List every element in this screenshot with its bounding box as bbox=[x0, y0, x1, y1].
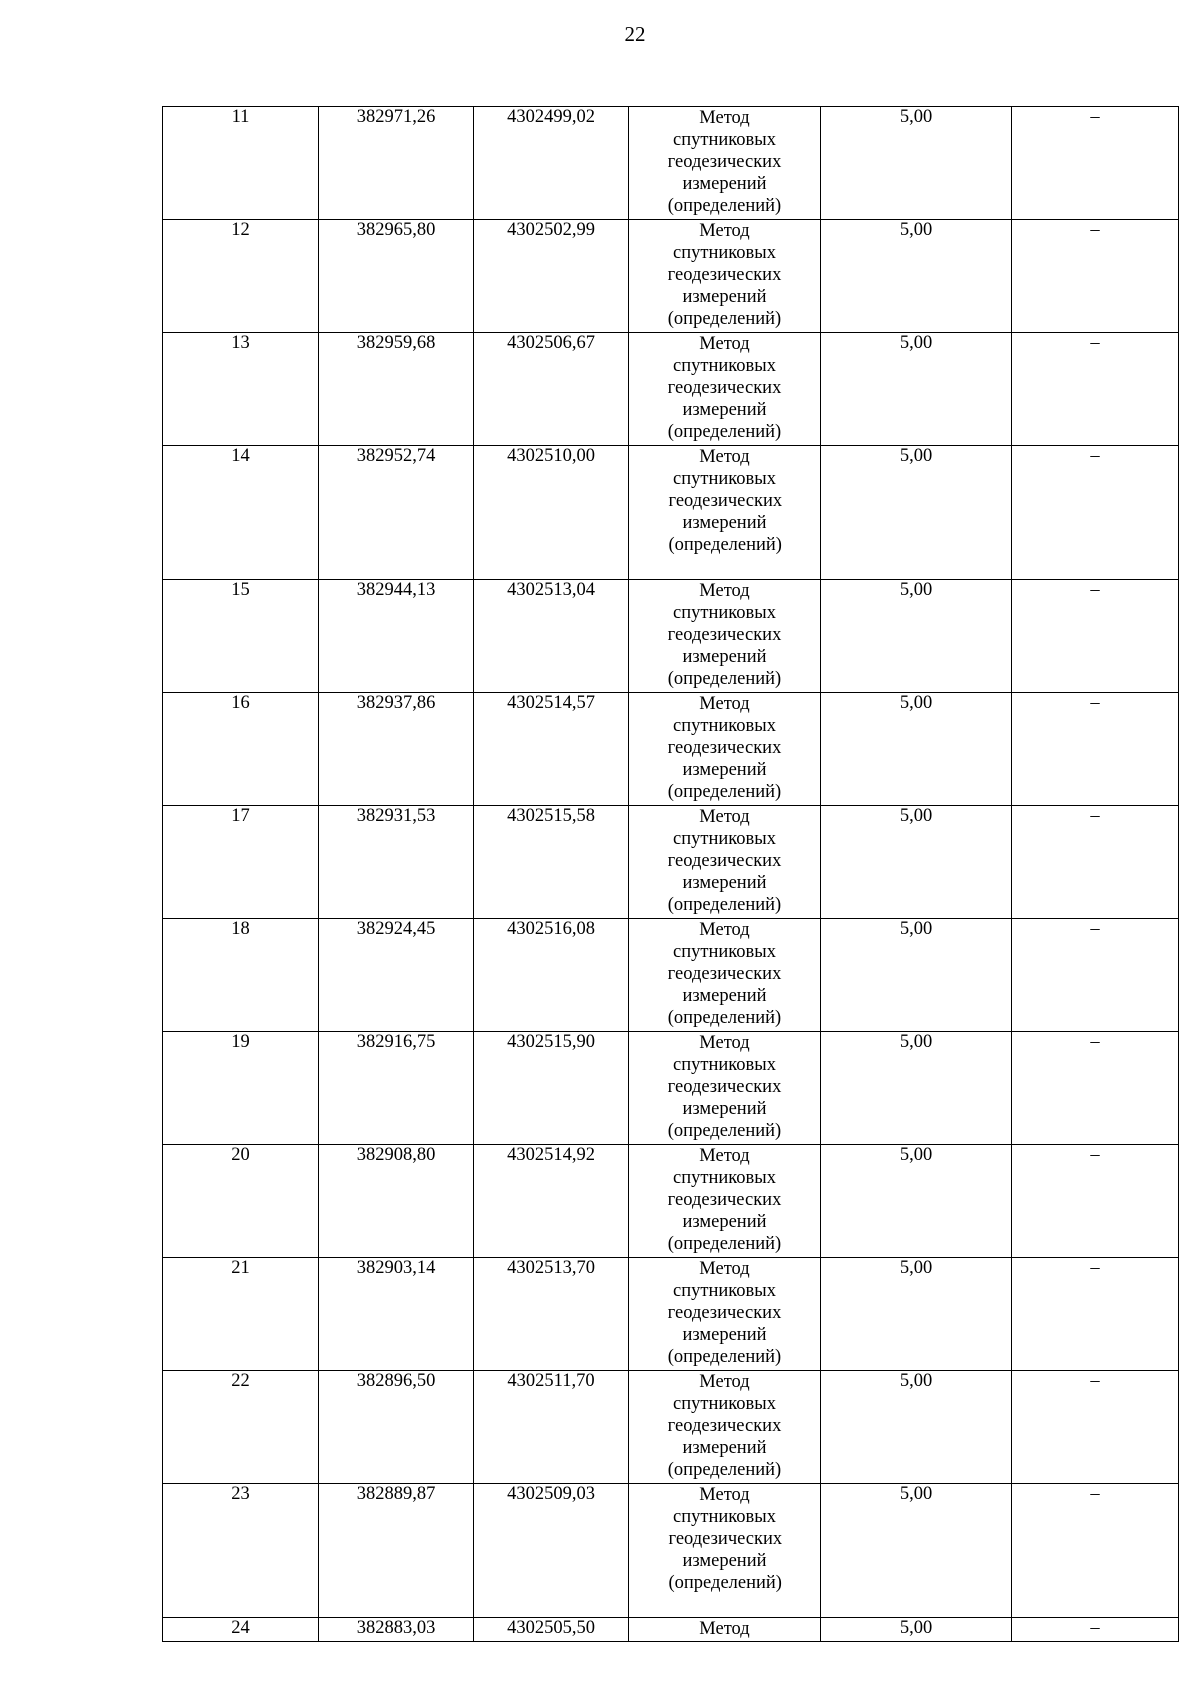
note-cell: – bbox=[1012, 580, 1179, 693]
accuracy-cell: 5,00 bbox=[821, 1484, 1012, 1618]
note-cell: – bbox=[1012, 333, 1179, 446]
table-row bbox=[163, 693, 1179, 806]
table-row bbox=[163, 333, 1179, 446]
point-number-cell: 15 bbox=[163, 580, 319, 693]
note-cell: – bbox=[1012, 1618, 1179, 1642]
note-cell: – bbox=[1012, 1145, 1179, 1258]
table-row bbox=[163, 1371, 1179, 1484]
accuracy-cell: 5,00 bbox=[821, 806, 1012, 919]
x-coordinate-cell: 382971,26 bbox=[319, 107, 474, 220]
page-number: 22 bbox=[624, 22, 646, 46]
method-cell bbox=[629, 1484, 821, 1618]
method-text: Метод спутниковых геодезических измерений (определений) bbox=[667, 807, 782, 915]
table-row bbox=[163, 1258, 1179, 1371]
method-text: Метод спутниковых геодезических измерений (определений) bbox=[667, 221, 782, 329]
y-coordinate-cell: 4302505,50 bbox=[474, 1618, 629, 1642]
method-text: Метод спутниковых геодезических измерений (определений) bbox=[668, 447, 783, 555]
note-cell: – bbox=[1012, 446, 1179, 580]
table-row bbox=[163, 1484, 1179, 1618]
x-coordinate-cell: 382924,45 bbox=[319, 919, 474, 1032]
point-number-cell: 24 bbox=[163, 1618, 319, 1642]
x-coordinate-cell: 382931,53 bbox=[319, 806, 474, 919]
y-coordinate-cell: 4302514,92 bbox=[474, 1145, 629, 1258]
method-cell bbox=[629, 693, 821, 806]
note-cell: – bbox=[1012, 107, 1179, 220]
table-row bbox=[163, 446, 1179, 580]
point-number-cell: 18 bbox=[163, 919, 319, 1032]
method-cell bbox=[629, 446, 821, 580]
y-coordinate-cell: 4302506,67 bbox=[474, 333, 629, 446]
table-row bbox=[163, 806, 1179, 919]
point-number-cell: 17 bbox=[163, 806, 319, 919]
accuracy-cell: 5,00 bbox=[821, 580, 1012, 693]
accuracy-cell: 5,00 bbox=[821, 107, 1012, 220]
y-coordinate-cell: 4302513,04 bbox=[474, 580, 629, 693]
point-number-cell: 22 bbox=[163, 1371, 319, 1484]
table-row bbox=[163, 580, 1179, 693]
table-row bbox=[163, 107, 1179, 220]
note-cell: – bbox=[1012, 806, 1179, 919]
point-number-cell: 21 bbox=[163, 1258, 319, 1371]
note-cell: – bbox=[1012, 1484, 1179, 1618]
method-text: Метод bbox=[699, 1619, 750, 1639]
x-coordinate-cell: 382883,03 bbox=[319, 1618, 474, 1642]
y-coordinate-cell: 4302516,08 bbox=[474, 919, 629, 1032]
method-cell bbox=[629, 1371, 821, 1484]
method-text: Метод спутниковых геодезических измерений (определений) bbox=[667, 694, 782, 802]
note-cell: – bbox=[1012, 919, 1179, 1032]
x-coordinate-cell: 382952,74 bbox=[319, 446, 474, 580]
accuracy-cell: 5,00 bbox=[821, 446, 1012, 580]
accuracy-cell: 5,00 bbox=[821, 220, 1012, 333]
x-coordinate-cell: 382965,80 bbox=[319, 220, 474, 333]
method-cell bbox=[629, 333, 821, 446]
y-coordinate-cell: 4302510,00 bbox=[474, 446, 629, 580]
method-cell bbox=[629, 1032, 821, 1145]
table-row bbox=[163, 1618, 1179, 1642]
method-cell bbox=[629, 580, 821, 693]
table-row bbox=[163, 919, 1179, 1032]
y-coordinate-cell: 4302513,70 bbox=[474, 1258, 629, 1371]
method-text: Метод спутниковых геодезических измерений (определений) bbox=[667, 920, 782, 1028]
x-coordinate-cell: 382937,86 bbox=[319, 693, 474, 806]
method-cell bbox=[629, 1258, 821, 1371]
note-cell: – bbox=[1012, 1032, 1179, 1145]
x-coordinate-cell: 382889,87 bbox=[319, 1484, 474, 1618]
y-coordinate-cell: 4302515,58 bbox=[474, 806, 629, 919]
table-row bbox=[163, 1032, 1179, 1145]
accuracy-cell: 5,00 bbox=[821, 1618, 1012, 1642]
y-coordinate-cell: 4302499,02 bbox=[474, 107, 629, 220]
note-cell: – bbox=[1012, 1371, 1179, 1484]
accuracy-cell: 5,00 bbox=[821, 1371, 1012, 1484]
method-text: Метод спутниковых геодезических измерений (определений) bbox=[667, 1259, 782, 1367]
y-coordinate-cell: 4302509,03 bbox=[474, 1484, 629, 1618]
method-cell bbox=[629, 806, 821, 919]
note-cell: – bbox=[1012, 220, 1179, 333]
point-number-cell: 12 bbox=[163, 220, 319, 333]
note-cell: – bbox=[1012, 693, 1179, 806]
point-number-cell: 19 bbox=[163, 1032, 319, 1145]
method-text: Метод спутниковых геодезических измерений (определений) bbox=[667, 1146, 782, 1254]
method-text: Метод спутниковых геодезических измерений (определений) bbox=[667, 581, 782, 689]
method-text: Метод спутниковых геодезических измерений (определений) bbox=[667, 108, 782, 216]
coordinates-table-body bbox=[163, 107, 1179, 1642]
accuracy-cell: 5,00 bbox=[821, 919, 1012, 1032]
method-cell bbox=[629, 1145, 821, 1258]
y-coordinate-cell: 4302515,90 bbox=[474, 1032, 629, 1145]
x-coordinate-cell: 382959,68 bbox=[319, 333, 474, 446]
accuracy-cell: 5,00 bbox=[821, 1032, 1012, 1145]
method-text: Метод спутниковых геодезических измерений (определений) bbox=[667, 1033, 782, 1141]
method-cell bbox=[629, 919, 821, 1032]
x-coordinate-cell: 382916,75 bbox=[319, 1032, 474, 1145]
note-cell: – bbox=[1012, 1258, 1179, 1371]
accuracy-cell: 5,00 bbox=[821, 693, 1012, 806]
x-coordinate-cell: 382896,50 bbox=[319, 1371, 474, 1484]
method-cell bbox=[629, 220, 821, 333]
y-coordinate-cell: 4302511,70 bbox=[474, 1371, 629, 1484]
point-number-cell: 16 bbox=[163, 693, 319, 806]
method-cell bbox=[629, 107, 821, 220]
accuracy-cell: 5,00 bbox=[821, 1145, 1012, 1258]
point-number-cell: 13 bbox=[163, 333, 319, 446]
method-text: Метод спутниковых геодезических измерений (определений) bbox=[667, 1372, 782, 1480]
table-row bbox=[163, 1145, 1179, 1258]
coordinates-table bbox=[162, 106, 1179, 1642]
point-number-cell: 11 bbox=[163, 107, 319, 220]
point-number-cell: 14 bbox=[163, 446, 319, 580]
point-number-cell: 20 bbox=[163, 1145, 319, 1258]
y-coordinate-cell: 4302514,57 bbox=[474, 693, 629, 806]
x-coordinate-cell: 382908,80 bbox=[319, 1145, 474, 1258]
point-number-cell: 23 bbox=[163, 1484, 319, 1618]
method-text: Метод спутниковых геодезических измерений (определений) bbox=[667, 334, 782, 442]
accuracy-cell: 5,00 bbox=[821, 1258, 1012, 1371]
method-cell bbox=[629, 1618, 821, 1642]
x-coordinate-cell: 382944,13 bbox=[319, 580, 474, 693]
table-row bbox=[163, 220, 1179, 333]
x-coordinate-cell: 382903,14 bbox=[319, 1258, 474, 1371]
accuracy-cell: 5,00 bbox=[821, 333, 1012, 446]
method-text: Метод спутниковых геодезических измерений (определений) bbox=[668, 1485, 783, 1593]
y-coordinate-cell: 4302502,99 bbox=[474, 220, 629, 333]
